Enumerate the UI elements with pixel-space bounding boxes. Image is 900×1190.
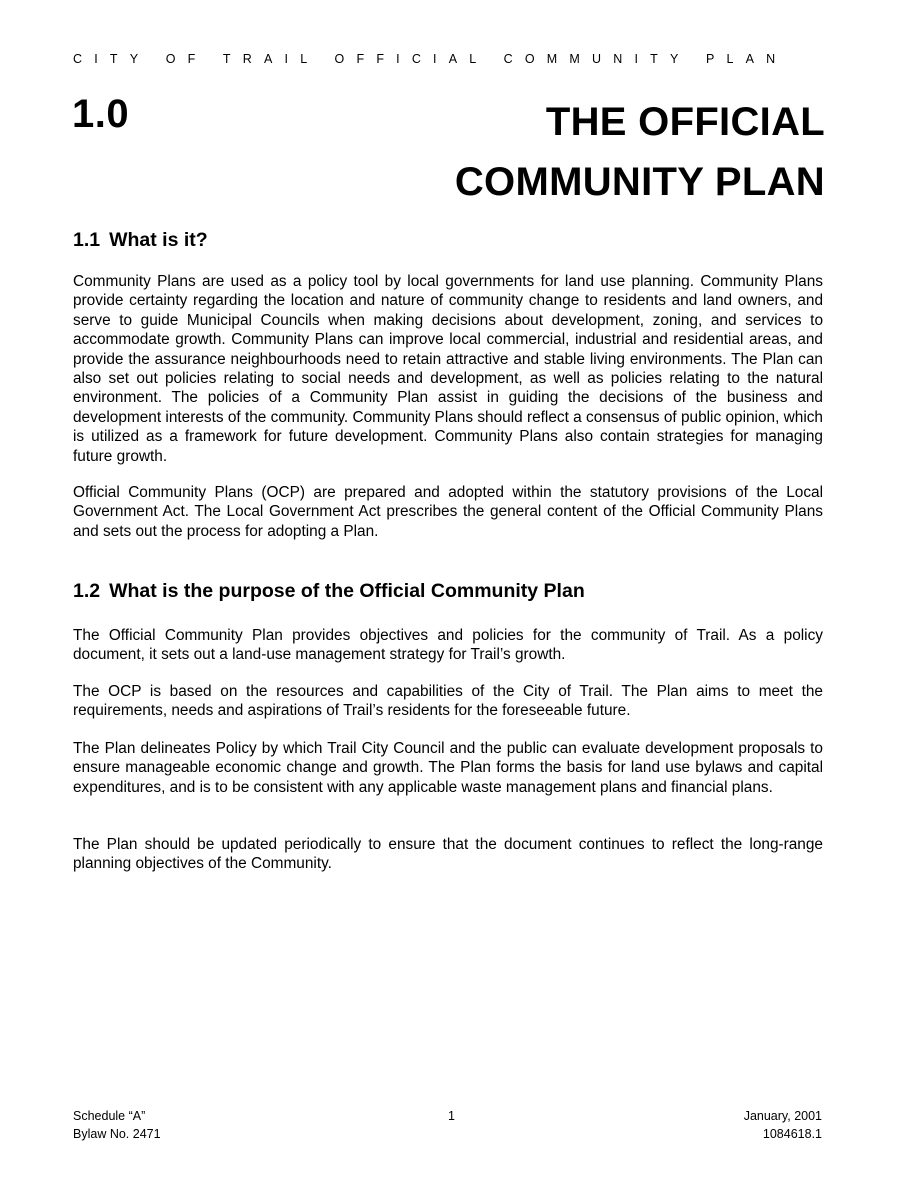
footer-doc-id: 1084618.1: [762, 1127, 822, 1141]
paragraph: The Official Community Plan provides objectives and policies for the community of Trail. As a policy document, it sets out a land-use management strategy for Trail’s growth.: [73, 627, 823, 664]
paragraph: The Plan should be updated periodically to ensure that the document continues to reflect the long-range planning objectives of the Community.: [73, 836, 823, 873]
section-title: What is it?: [109, 229, 208, 251]
paragraph: The Plan delineates Policy by which Trail City Council and the public can evaluate development proposals to ensure manageable economic change and growth. The Plan forms the basis for land use bylaws and capital expenditures, and is to be consistent with any applicable waste management plans and financial plans.: [73, 740, 823, 796]
chapter-title-line-2: COMMUNITY PLAN: [454, 160, 825, 204]
section-heading-1-1: [73, 229, 208, 252]
section-number: 1.1: [73, 229, 101, 251]
chapter-number: 1.0: [72, 92, 130, 136]
footer-left: [73, 1107, 161, 1143]
paragraph: The OCP is based on the resources and capabilities of the City of Trail. The Plan aims to meet the requirements, needs and aspirations of Trail’s residents for the foreseeable future.: [73, 683, 823, 720]
chapter-title-line-1: THE OFFICIAL: [545, 100, 825, 144]
running-header: CITY OF TRAIL OFFICIAL COMMUNITY PLAN: [73, 52, 788, 66]
section-number: 1.2: [73, 580, 101, 602]
chapter-title: [265, 92, 825, 212]
section-title: What is the purpose of the Official Community Plan: [109, 580, 585, 602]
footer-right: [744, 1107, 822, 1143]
paragraph: Official Community Plans (OCP) are prepared and adopted within the statutory provisions of the Local Government Act. The Local Government Act prescribes the general content of the Official Community Plans and sets out the process for adopting a Plan.: [73, 484, 823, 540]
section-heading-1-2: [73, 580, 585, 603]
page-number: 1: [448, 1109, 455, 1123]
footer-bylaw: Bylaw No. 2471: [73, 1127, 161, 1141]
footer-schedule: Schedule “A”: [73, 1109, 146, 1123]
footer-date: January, 2001: [743, 1109, 822, 1123]
paragraph: Community Plans are used as a policy tool by local governments for land use planning. Community Plans provide certainty regarding the location and nature of community change to residents and land owners, and serve to guide Municipal Councils when making decisions about development, zoning, and services to accommodate growth. Community Plans can improve local commercial, industrial and residential areas, and provide the assurance neighbourhoods need to retain attractive and stable living environments. The Plan can also set out policies relating to social needs and development, as well as policies relating to the natural environment. The policies of a Community Plan assist in guiding the decisions of the business and development interests of the community. Community Plans should reflect a consensus of public opinion, which is utilized as a framework for future development. Community Plans also contain strategies for managing future growth.: [73, 273, 823, 465]
